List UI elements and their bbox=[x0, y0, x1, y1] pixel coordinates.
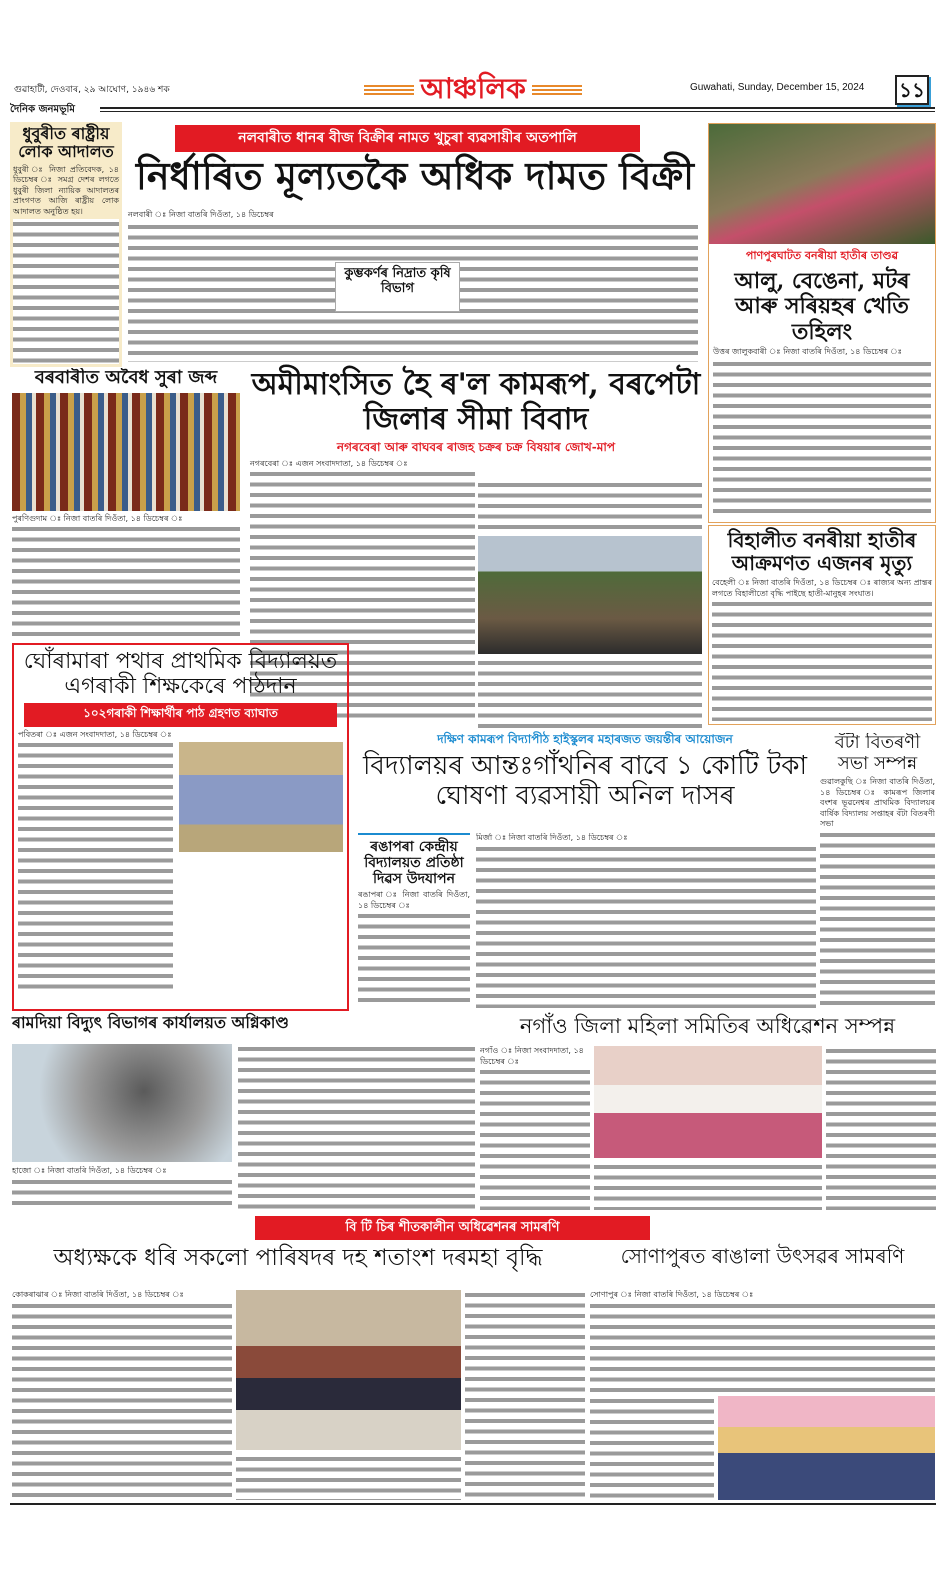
article-panpur bbox=[708, 123, 936, 523]
photo-caption: পাণপুৰঘাটত বনৰীয়া হাতীৰ তাণ্ডৱ bbox=[709, 247, 935, 266]
subhead: নগৰবেৰা আৰু বাঘবৰ ৰাজহ চক্ৰৰ চক্ৰ বিষয়াৰ জোখ-মাপ bbox=[336, 440, 616, 454]
article-body bbox=[713, 359, 931, 518]
ghoramara-columns bbox=[18, 730, 343, 991]
article-lead: ধুবুৰী ঃ নিজা প্ৰতিবেদক, ১৪ ডিচেম্বৰ ঃ সমগ্ৰ দেশৰ লগতে ধুবুৰী জিলা ন্যায়িক আদালতৰ প্ৰাংগণত আজি ৰাষ্ট্ৰীয় লোক আদালত অনুষ্ঠিত হয়। bbox=[13, 164, 119, 216]
article-body-2 bbox=[236, 1454, 461, 1500]
article-body bbox=[12, 524, 240, 640]
masthead bbox=[0, 70, 945, 120]
women-meeting-photo bbox=[594, 1046, 822, 1158]
logo-stripes-right bbox=[532, 85, 582, 95]
article-body-2 bbox=[594, 1162, 822, 1210]
article-body-2 bbox=[590, 1396, 714, 1500]
article-nagaon-body bbox=[480, 1046, 590, 1210]
headline-main: নিৰ্ধাৰিত মূল্যতকৈ অধিক দামত বিক্ৰী bbox=[136, 153, 694, 198]
article-body bbox=[358, 911, 470, 1008]
page-number: ১১ bbox=[895, 75, 929, 105]
article-btc-body bbox=[12, 1290, 232, 1500]
headline: বঁটা বিতৰণী সভা সম্পন্ন bbox=[834, 733, 921, 774]
article-body-3 bbox=[465, 1290, 585, 1500]
headline: সোণাপুৰত ৰাঙালা উৎসৱৰ সামৰণি bbox=[620, 1244, 905, 1268]
article-body bbox=[12, 1177, 232, 1211]
article-rangapara bbox=[358, 833, 470, 1008]
article-body bbox=[480, 1067, 590, 1210]
article-body bbox=[820, 830, 935, 1011]
article-dhubri bbox=[10, 122, 122, 367]
kicker: দক্ষিণ কামৰূপ বিদ্যাপীঠ হাইস্কুলৰ মহাৰজত জয়ন্তীৰ আয়োজন bbox=[437, 732, 733, 746]
article-lead: গুৱালকুছি ঃ নিজা বাতৰি দিওঁতা, ১৪ ডিচেম্বৰ ঃ কামৰূপ জিলাৰ বংশৰ ভূৱনেশ্বৰ প্ৰাথমিক বিদ্যালয়ৰ বাৰ্ষিক বিদ্যালয় সপ্তাহৰ বঁটা বিতৰণী সভা bbox=[820, 777, 935, 829]
officials-survey-photo bbox=[478, 536, 702, 654]
article-lead: পবিতৰা ঃ এজন সংবাদদাতা, ১৪ ডিচেম্বৰ ঃ bbox=[18, 729, 172, 739]
article-body bbox=[712, 599, 932, 721]
article-body-2 bbox=[238, 1044, 475, 1210]
article-body bbox=[18, 740, 173, 990]
article-award bbox=[820, 733, 935, 1011]
logo-stripes-left bbox=[364, 85, 414, 95]
article-anil-das-body bbox=[476, 833, 816, 1008]
article-body bbox=[13, 219, 119, 364]
article-lead: নলবাৰী ঃ নিজা বাতৰি দিওঁতা, ১৪ ডিচেম্বৰ bbox=[128, 210, 274, 219]
article-ramdia-body bbox=[12, 1166, 232, 1210]
headline: নগাঁও জিলা মহিলা সমিতিৰ অধিৱেশন সম্পন্ন bbox=[519, 1014, 896, 1038]
headline: অধ্যক্ষকে ধৰি সকলো পাৰিষদৰ দহ শতাংশ দৰমহা বৃদ্ধি bbox=[53, 1245, 543, 1271]
article-lead: কোকৰাঝাৰ ঃ নিজা বাতৰি দিওঁতা, ১৪ ডিচেম্বৰ ঃ bbox=[12, 1290, 184, 1299]
seized-liquor-photo bbox=[12, 393, 240, 511]
headline: বিদ্যালয়ৰ আন্তঃগাঁথনিৰ বাবে ১ কোটি টকা ঘোষণা ব্যৱসায়ী অনিল দাসৰ bbox=[362, 751, 807, 811]
article-body bbox=[476, 844, 816, 1009]
paper-name: দৈনিক জনমভূমি bbox=[10, 104, 75, 115]
headline: ধুবুৰীত ৰাষ্ট্ৰীয় লোক আদালত bbox=[18, 124, 114, 162]
inset-box: কুম্ভকৰ্ণৰ নিদ্ৰাত কৃষি বিভাগ bbox=[335, 262, 460, 312]
headline: ৰামদিয়া বিদ্যুৎ বিভাগৰ কাৰ্যালয়ত অগ্নিকাণ্ড bbox=[12, 1013, 289, 1032]
headline: আলু, বেঙেনা, মটৰ আৰু সৰিয়হৰ খেতি তহিলং bbox=[734, 268, 910, 345]
article-lead: নগৰবেৰা ঃ এজন সংবাদদাতা, ১৪ ডিচেম্বৰ ঃ bbox=[250, 458, 408, 468]
article-lead: উত্তৰ জালুকবাৰী ঃ নিজা বাতৰি দিওঁতা, ১৪ ডিচেম্বৰ ঃ bbox=[713, 346, 902, 356]
headline: ঘোঁৰামাৰা পথাৰ প্ৰাথমিক বিদ্যালয়ত এগৰাকী শিক্ষকেৰে পাঠদান bbox=[23, 649, 338, 700]
article-lead: নগাঁও ঃ নিজা সংবাদদাতা, ১৪ ডিচেম্বৰ ঃ bbox=[480, 1046, 584, 1066]
article-lead: সোণাপুৰ ঃ নিজা বাতৰি দিওঁতা, ১৪ ডিচেম্বৰ ঃ bbox=[590, 1290, 754, 1299]
date-assamese: গুৱাহাটী, দেওবাৰ, ২৯ আঘোণ, ১৯৪৬ শক bbox=[14, 85, 170, 95]
article-body-2 bbox=[478, 480, 702, 532]
festival-stage-photo bbox=[718, 1396, 935, 1500]
ghoramara-text-column bbox=[18, 730, 173, 991]
school-students-photo bbox=[179, 742, 343, 852]
headline: অমীমাংসিত হৈ ৰ'ল কামৰূপ, বৰপেটা জিলাৰ সীমা বিবাদ bbox=[251, 367, 701, 437]
date-english: Guwahati, Sunday, December 15, 2024 bbox=[690, 82, 865, 93]
section-logo bbox=[358, 70, 588, 110]
section-logo-text: আঞ্চলিক bbox=[420, 71, 526, 105]
fire-smoke-photo bbox=[12, 1044, 232, 1162]
article-lead: পুৰণিগুদাম ঃ নিজা বাতৰি দিওঁতা, ১৪ ডিচেম্বৰ ঃ bbox=[12, 513, 183, 523]
article-body bbox=[12, 1301, 232, 1501]
article-body-3 bbox=[826, 1046, 936, 1210]
subhead: ১০২গৰাকী শিক্ষাৰ্থীৰ পাঠ গ্ৰহণত ব্যাঘাত bbox=[24, 703, 337, 727]
elephant-damage-photo bbox=[709, 124, 935, 244]
article-ghoramara bbox=[12, 643, 349, 1011]
kicker-banner: বি টি চিৰ শীতকালীন অধিৱেশনৰ সামৰণি bbox=[255, 1216, 650, 1240]
headline: বৰবাৰীত অবৈধ সুৰা জব্দ bbox=[34, 368, 218, 388]
page-bottom-rule bbox=[10, 1503, 936, 1505]
article-lead: ৰঙাপৰা ঃ নিজা বাতৰি দিওঁতা, ১৪ ডিচেম্বৰ ঃ bbox=[358, 890, 470, 910]
article-sonapur-body bbox=[590, 1290, 935, 1392]
assembly-session-photo bbox=[236, 1290, 461, 1450]
article-lead: মিৰ্জা ঃ নিজা বাতৰি দিওঁতা, ১৪ ডিচেম্বৰ ঃ bbox=[476, 833, 628, 842]
headline: ৰঙাপৰা কেন্দ্ৰীয় বিদ্যালয়ত প্ৰতিষ্ঠা দিৱস উদযাপন bbox=[358, 833, 470, 887]
article-barbari bbox=[12, 368, 240, 640]
article-lead: বেহেলী ঃ নিজা বাতৰি দিওঁতা, ১৪ ডিচেম্বৰ ঃ ৰাজ্যৰ অন্য প্ৰান্তৰ লগতে বিহালীতো বৃদ্ধি পাইছে হাতী-মানুহৰ সংঘাত। bbox=[712, 578, 932, 598]
headline: বিহালীত বনৰীয়া হাতীৰ আক্ৰমণত এজনৰ মৃত্যু bbox=[727, 528, 917, 575]
article-body-3 bbox=[478, 658, 702, 728]
kicker-banner: নলবাৰীত ধানৰ বীজ বিক্ৰীৰ নামত খুচুৰা ব্যৱসায়ীৰ অতপালি bbox=[175, 125, 640, 152]
masthead-rule bbox=[100, 107, 935, 112]
article-bihali bbox=[708, 525, 936, 725]
article-lead: হাজো ঃ নিজা বাতৰি দিওঁতা, ১৪ ডিচেম্বৰ ঃ bbox=[12, 1166, 167, 1175]
article-body bbox=[590, 1301, 935, 1393]
